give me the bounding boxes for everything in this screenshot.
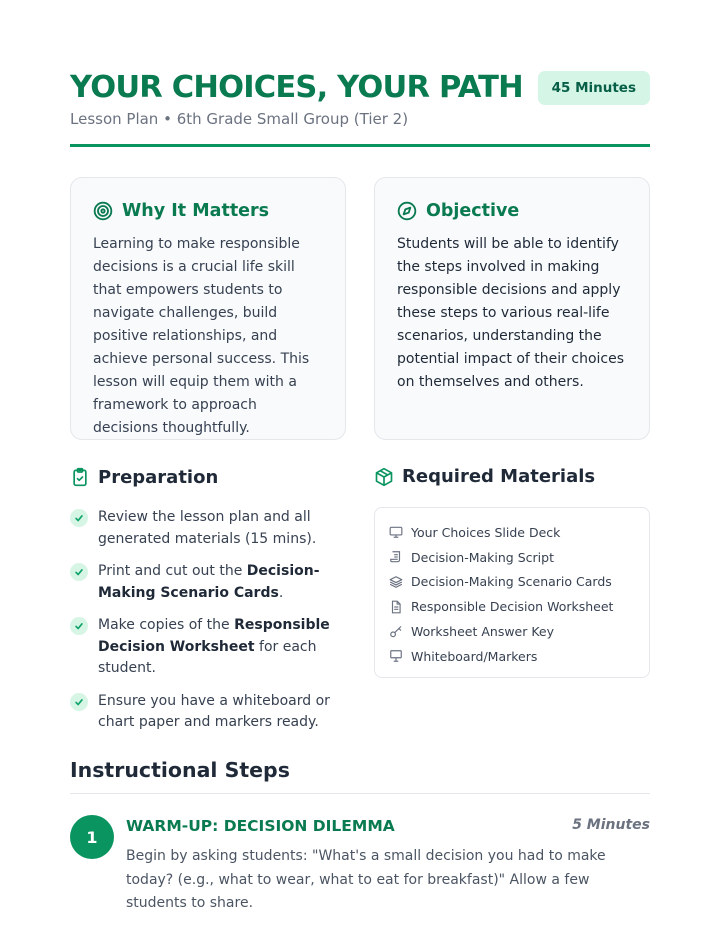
why-it-matters-title: Why It Matters	[122, 201, 270, 221]
material-item	[389, 644, 635, 669]
step-title: WARM-UP: DECISION DILEMMA	[126, 817, 395, 835]
material-item	[389, 619, 635, 644]
material-label: Responsible Decision Worksheet	[411, 599, 614, 615]
why-it-matters-card	[70, 177, 346, 440]
preparation-title: Preparation	[98, 466, 219, 488]
instructional-steps-heading: Instructional Steps	[70, 758, 290, 782]
material-label: Decision-Making Script	[411, 549, 554, 565]
preparation-list	[70, 507, 330, 745]
step-duration: 5 Minutes	[572, 817, 650, 833]
preparation-item	[70, 691, 330, 734]
target-icon	[93, 201, 113, 221]
check-icon	[70, 693, 88, 711]
objective-heading	[397, 201, 627, 221]
preparation-heading	[70, 466, 218, 488]
why-it-matters-heading	[93, 201, 323, 221]
step-description: Begin by asking students: "What's a small decision you had to make today? (e.g., what to wear, what to eat for breakfast)" Allow a few students to share.	[126, 848, 606, 911]
clipboard-check-icon	[70, 466, 90, 488]
header-divider	[70, 144, 650, 147]
material-label: Decision-Making Scenario Cards	[411, 574, 612, 590]
material-label: Worksheet Answer Key	[411, 624, 555, 640]
materials-list	[374, 507, 650, 678]
check-icon	[70, 563, 88, 581]
step-number-badge: 1	[70, 815, 114, 859]
compass-icon	[397, 201, 417, 221]
check-icon	[70, 509, 88, 527]
why-it-matters-text: Learning to make responsible decisions is a crucial life skill that empowers students to navigate challenges, build positive relationships, and achieve personal success. This lesson will equip them with a framework to approach decisions thoughtfully.	[93, 236, 310, 436]
steps-divider	[70, 793, 650, 794]
lesson-header	[70, 68, 650, 128]
preparation-item-text: Make copies of the Responsible Decision Worksheet for each student.	[98, 617, 330, 676]
material-item	[389, 570, 635, 595]
presentation-icon	[389, 649, 403, 663]
preparation-item	[70, 615, 330, 680]
page-title: YOUR CHOICES, YOUR PATH	[70, 70, 523, 105]
materials-title: Required Materials	[402, 466, 596, 487]
monitor-icon	[389, 525, 403, 539]
preparation-item	[70, 507, 330, 550]
material-item	[389, 520, 635, 545]
preparation-item-text: Print and cut out the Decision-Making Scenario Cards.	[98, 563, 320, 601]
objective-card	[374, 177, 650, 440]
key-icon	[389, 625, 403, 639]
preparation-item-text: Review the lesson plan and all generated materials (15 mins).	[98, 509, 317, 547]
preparation-item	[70, 561, 330, 604]
objective-title: Objective	[426, 201, 520, 221]
material-label: Your Choices Slide Deck	[411, 524, 561, 540]
document-icon	[389, 600, 403, 614]
preparation-item-text: Ensure you have a whiteboard or chart paper and markers ready.	[98, 692, 330, 730]
check-icon	[70, 617, 88, 635]
material-item	[389, 594, 635, 619]
material-label: Whiteboard/Markers	[411, 648, 538, 664]
material-item	[389, 545, 635, 570]
materials-heading	[374, 466, 595, 487]
layers-icon	[389, 575, 403, 589]
duration-badge: 45 Minutes	[538, 71, 650, 105]
objective-text: Students will be able to identify the steps involved in making responsible decisions and apply these steps to various real-life scenarios, understanding the potential impact of their choices on themselves and others.	[397, 236, 625, 390]
script-icon	[389, 550, 403, 564]
package-icon	[374, 467, 394, 487]
page-subtitle: Lesson Plan • 6th Grade Small Group (Tier 2)	[70, 110, 409, 128]
